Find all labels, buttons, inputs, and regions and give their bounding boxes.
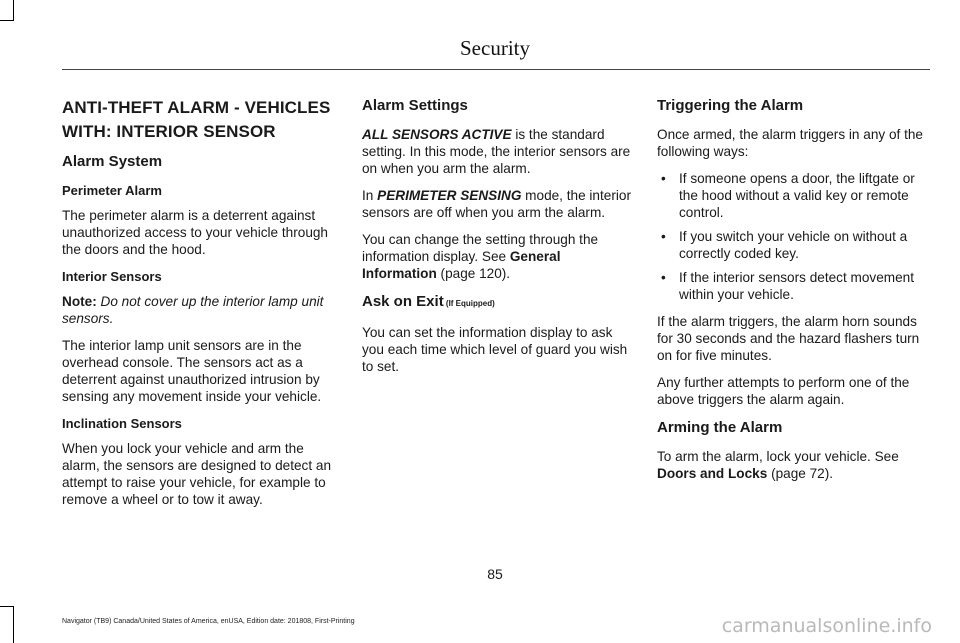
page-header-title: Security bbox=[460, 36, 530, 60]
all-sensors-text: is the standard setting. In this mode, the interior sensors are on when you arm the alarm. bbox=[362, 127, 631, 176]
crop-mark-bottom-left-horizontal bbox=[0, 606, 14, 607]
note-text: Do not cover up the interior lamp unit sensors. bbox=[62, 294, 324, 326]
change-setting-paragraph bbox=[362, 231, 637, 282]
change-setting-pre: You can change the setting through the information display. See bbox=[362, 232, 599, 264]
footer-edition-info: Navigator (TB9) Canada/United States of America, enUSA, Edition date: 201808, First-Printing bbox=[62, 618, 355, 625]
arming-pre: To arm the alarm, lock your vehicle. See bbox=[657, 449, 899, 464]
crop-mark-top-left-horizontal bbox=[0, 20, 14, 21]
list-item: • If you switch your vehicle on without a correctly coded key. bbox=[657, 228, 932, 262]
perimeter-sensing-pre: In bbox=[362, 188, 378, 203]
perimeter-sensing-term: PERIMETER SENSING bbox=[377, 188, 522, 203]
all-sensors-paragraph bbox=[362, 126, 637, 177]
triggering-heading: Triggering the Alarm bbox=[657, 97, 804, 114]
header-divider bbox=[62, 69, 930, 70]
crop-mark-top-left-vertical bbox=[13, 0, 14, 20]
ask-on-exit-text: You can set the information display to ask you each time which level of guard you wish to set. bbox=[362, 325, 628, 374]
arming-post: (page 72). bbox=[767, 466, 834, 481]
inclination-sensors-heading: Inclination Sensors bbox=[62, 416, 182, 431]
crop-mark-bottom-left-vertical bbox=[13, 606, 14, 643]
column-1 bbox=[62, 96, 337, 518]
arming-paragraph bbox=[657, 448, 932, 482]
column-2 bbox=[362, 96, 637, 385]
all-sensors-active-term: ALL SENSORS ACTIVE bbox=[362, 127, 512, 142]
general-information-link[interactable]: General Information bbox=[362, 249, 561, 281]
perimeter-alarm-heading: Perimeter Alarm bbox=[62, 183, 162, 198]
inclination-sensors-text: When you lock your vehicle and arm the alarm, the sensors are designed to detect an attempt to raise your vehicle, for example to remove a wheel or to tow it away. bbox=[62, 441, 332, 507]
change-setting-post: (page 120). bbox=[436, 266, 511, 281]
section-heading: ANTI-THEFT ALARM - VEHICLES WITH: INTERIOR SENSOR bbox=[62, 98, 331, 141]
trigger-list bbox=[657, 170, 932, 303]
perimeter-sensing-paragraph bbox=[362, 187, 637, 221]
triggering-intro: Once armed, the alarm triggers in any of the following ways: bbox=[657, 127, 923, 159]
list-item: • If the interior sensors detect movement within your vehicle. bbox=[657, 269, 932, 303]
perimeter-alarm-text: The perimeter alarm is a deterrent against unauthorized access to your vehicle through the doors and the hood. bbox=[62, 208, 328, 257]
alarm-settings-heading: Alarm Settings bbox=[362, 97, 468, 114]
list-item: • If someone opens a door, the liftgate or the hood without a valid key or remote control. bbox=[657, 170, 932, 221]
page-number: 85 bbox=[487, 566, 503, 582]
perimeter-sensing-text: mode, the interior sensors are off when you arm the alarm. bbox=[362, 188, 631, 220]
doors-and-locks-link[interactable]: Doors and Locks bbox=[657, 466, 768, 481]
watermark-text: carmanualsonline.info bbox=[721, 615, 932, 637]
if-equipped-label: (If Equipped) bbox=[443, 299, 495, 308]
alarm-system-heading: Alarm System bbox=[62, 153, 163, 170]
ask-on-exit-title: Ask on Exit bbox=[362, 293, 444, 310]
arming-heading: Arming the Alarm bbox=[657, 419, 783, 436]
ask-on-exit-heading bbox=[362, 292, 637, 314]
trigger-duration-text: If the alarm triggers, the alarm horn sounds for 30 seconds and the hazard flashers turn on for five minutes. bbox=[657, 314, 920, 363]
trigger-repeat-text: Any further attempts to perform one of the above triggers the alarm again. bbox=[657, 375, 910, 407]
interior-sensors-heading: Interior Sensors bbox=[62, 269, 162, 284]
column-3 bbox=[657, 96, 932, 492]
interior-sensors-text: The interior lamp unit sensors are in the overhead console. The sensors act as a deterrent against unauthorized intrusion by sensing any movement inside your vehicle. bbox=[62, 338, 322, 404]
note-paragraph bbox=[62, 293, 337, 327]
note-label: Note: bbox=[62, 294, 97, 309]
